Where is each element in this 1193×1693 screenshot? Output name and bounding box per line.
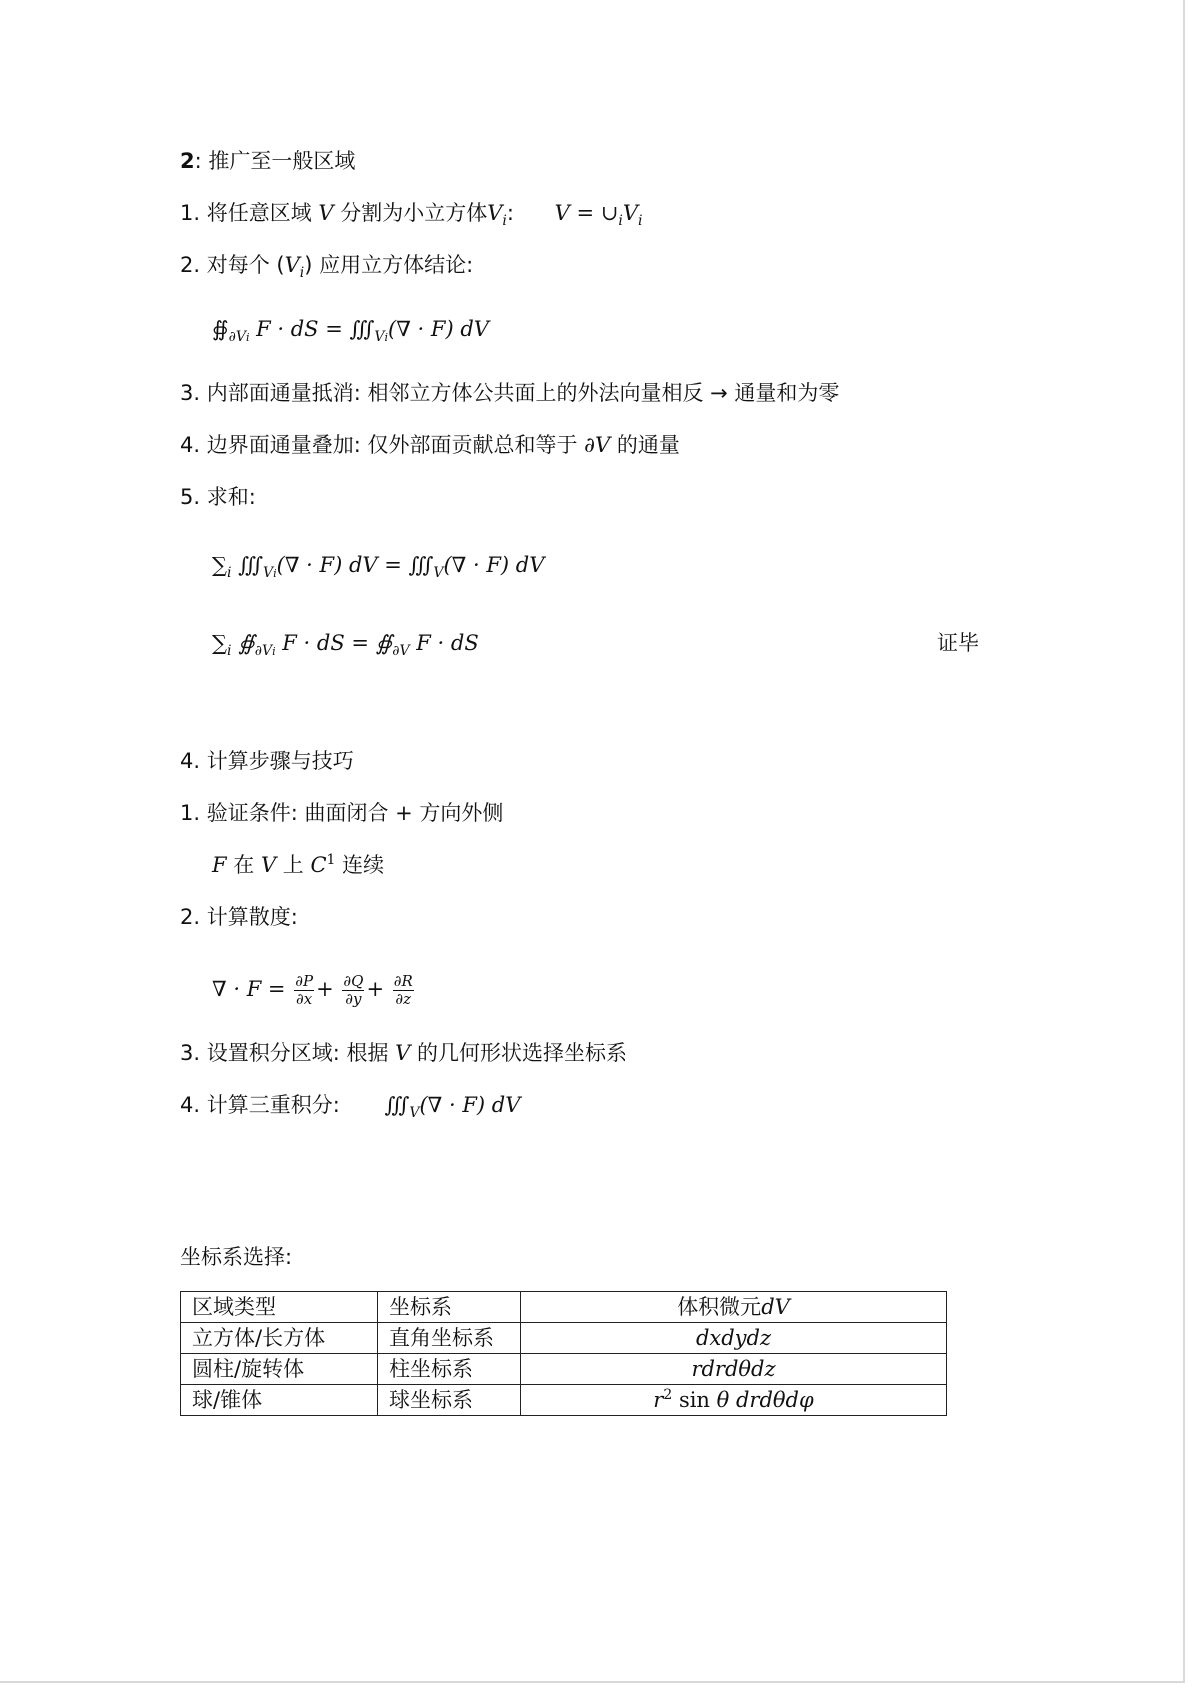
qed-mark: 证毕 [937,631,979,655]
table-cell: $r^2$ sin θ drdθdφ [521,1385,947,1416]
table-row [181,1323,947,1354]
calc-step-1: 1. 验证条件: 曲面闭合 + 方向外侧 [180,801,504,825]
table-cell: 球/锥体 [181,1385,378,1416]
table-cell: 圆柱/旋转体 [181,1354,378,1385]
fraction-dQ-dy: $\frac{\partial Q}{\partial y}$ [343,972,364,1008]
equation-sum-volume: $\sum_i$ $∭_{Vi}(\nabla \cdot F)$ dV = $∭_V(\nabla \cdot F)$ dV [212,553,545,582]
table-row [181,1385,947,1416]
table-header-row [181,1292,947,1323]
calc-step-3: 3. 设置积分区域: 根据 V 的几何形状选择坐标系 [180,1041,627,1065]
section-2-title: 2: 推广至一般区域 [180,149,356,173]
calc-step-4: 4. 计算三重积分: $∭_V(\nabla \cdot F)$ dV [180,1093,521,1122]
calc-step-1-condition: F 在 V 上 $C^1$ 连续 [212,852,385,877]
table-cell: 立方体/长方体 [181,1323,378,1354]
table-header-cell: 区域类型 [181,1292,378,1323]
fraction-dP-dx: $\frac{\partial P}{\partial x}$ [295,972,314,1008]
equation-cube-divergence: $∯_{\partial Vi}$ F · dS = $∭_{Vi}(\nabla \cdot F)$ dV [212,317,489,346]
section-4-title: 4. 计算步骤与技巧 [180,749,354,773]
partition-formula: $V = \cup_iV_i$ [554,201,643,230]
triple-integral-formula: $∭_V(\nabla \cdot F)$ dV [384,1093,521,1122]
calc-step-2: 2. 计算散度: [180,905,298,929]
table-cell: 直角坐标系 [378,1323,521,1354]
fraction-dR-dz: $\frac{\partial R}{\partial z}$ [393,972,413,1008]
divergence-formula: ∇ · F = $\frac{\partial P}{\partial x}$ + $\frac{\partial Q}{\partial y}$ + $\frac{\partial R}{\partial z}$ [212,972,413,1008]
table-header-cell: 体积微元dV [521,1292,947,1323]
coordinate-system-table [180,1291,947,1416]
table-cell: dxdydz [521,1323,947,1354]
coord-table-caption: 坐标系选择: [180,1245,293,1269]
equation-sum-surface: $\sum_i$ $∯_{\partial Vi}$ F · dS = $∯_{\partial V}$ F · dS [212,631,479,660]
table-cell: 柱坐标系 [378,1354,521,1385]
step-4-boundary-flux: 4. 边界面通量叠加: 仅外部面贡献总和等于 ∂V 的通量 [180,433,680,457]
table-cell: 球坐标系 [378,1385,521,1416]
table-row [181,1354,947,1385]
step-2-apply-cube: 2. 对每个 $(V_i)$ 应用立方体结论: [180,253,474,282]
step-5-sum: 5. 求和: [180,485,256,509]
table-header-cell: 坐标系 [378,1292,521,1323]
step-1-partition: 1. 将任意区域 V 分割为小立方体$V_i$: $V = \cup_iV_i$ [180,201,643,230]
table-cell: rdrdθdz [521,1354,947,1385]
step-3-internal-flux: 3. 内部面通量抵消: 相邻立方体公共面上的外法向量相反 → 通量和为零 [180,381,840,405]
